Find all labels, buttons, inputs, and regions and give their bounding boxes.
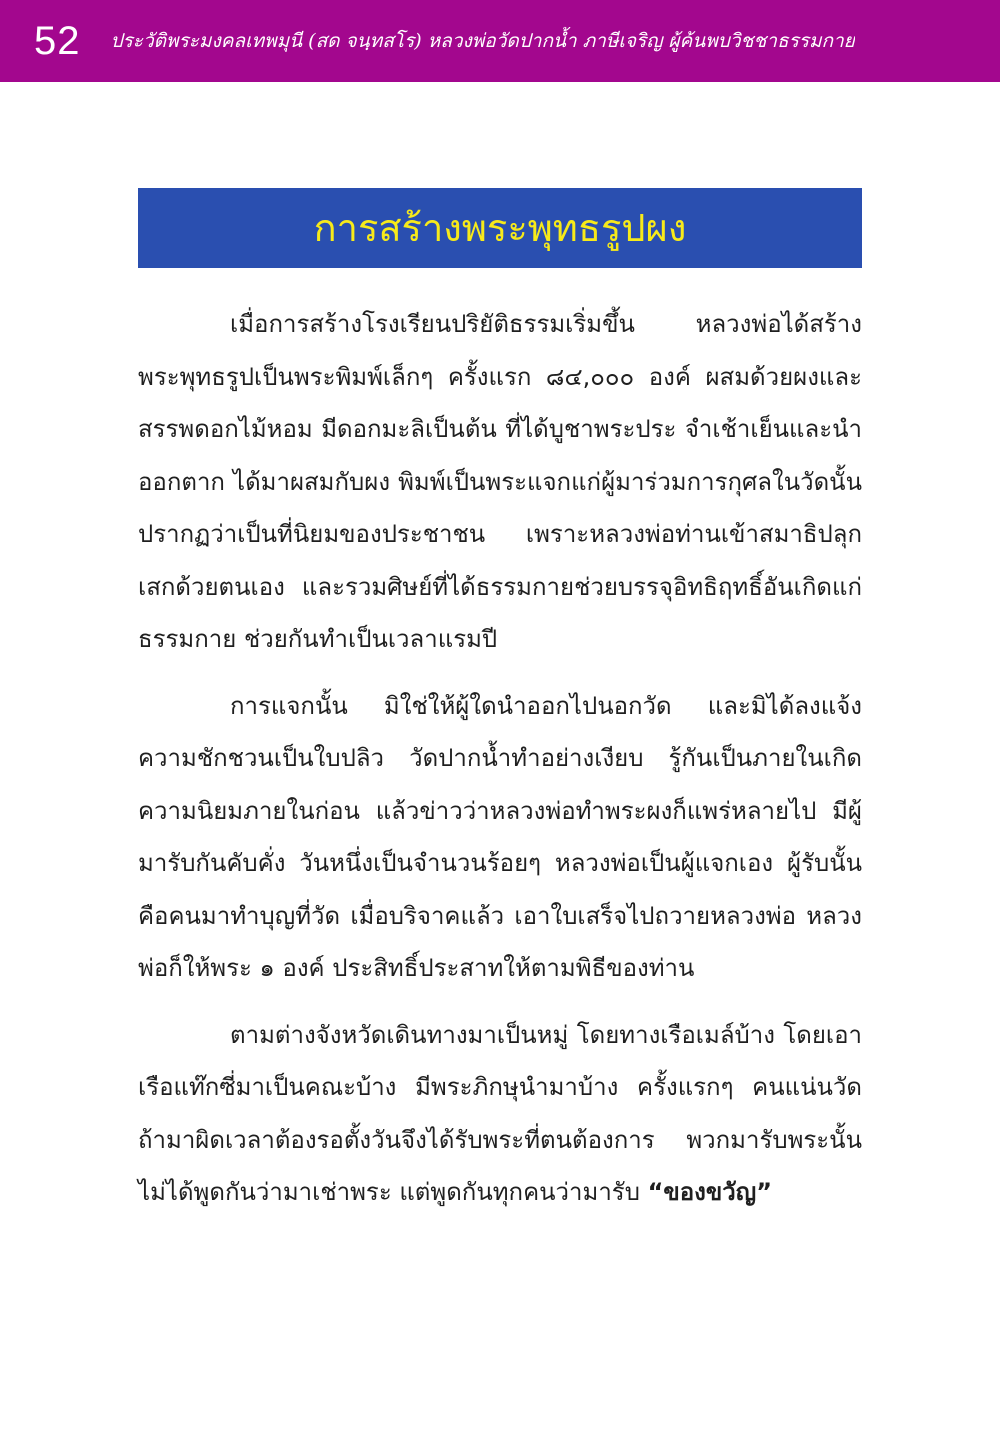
paragraph-2: การแจกนั้น มิใช่ให้ผู้ใดนำออกไปนอกวัด และมิได้ลงแจ้งความชักชวนเป็นใบปลิว วัดปากน้ำทำอย่างเงียบ รู้กันเป็นภายในเกิดความนิยมภายในก่อน แล้วข่าวว่าหลวงพ่อทำพระผงก็แพร่หลายไป มีผู้มารับกันคับคั่ง วันหนึ่งเป็นจำนวนร้อยๆ หลวงพ่อเป็นผู้แจกเอง ผู้รับนั้นคือคนมาทำบุญที่วัด เมื่อบริจาคแล้ว เอาใบเสร็จไปถวายหลวงพ่อ หลวงพ่อก็ให้พระ ๑ องค์ ประสิทธิ์ประสาทให้ตามพิธีของท่าน [138,691,862,982]
paragraph-1: เมื่อการสร้างโรงเรียนปริยัติธรรมเริ่มขึ้น หลวงพ่อได้สร้างพระพุทธรูปเป็นพระพิมพ์เล็กๆ ครั้งแรก ๘๔,๐๐๐ องค์ ผสมด้วยผงและสรรพดอกไม้หอม มีดอกมะลิเป็นต้น ที่ได้บูชาพระประ จำเช้าเย็นและนำออกตาก ได้มาผสมกับผง พิมพ์เป็นพระแจกแก่ผู้มาร่วมการกุศลในวัดนั้น ปรากฏว่าเป็นที่นิยมของประชาชน เพราะหลวงพ่อท่านเข้าสมาธิปลุกเสกด้วยตนเอง และรวมศิษย์ที่ได้ธรรมกายช่วยบรรจุอิทธิฤทธิ์อันเกิดแก่ธรรมกาย ช่วยกันทำเป็นเวลาแรมปี [138,310,862,653]
page-number: 52 [34,19,81,63]
running-title: ประวัติพระมงคลเทพมุนี (สด จนฺทสโร) หลวงพ่อวัดปากน้ำ ภาษีเจริญ ผู้ค้นพบวิชชาธรรมกาย [110,30,855,52]
body-text [138,298,862,1233]
section-title: การสร้างพระพุทธรูปผง [313,206,687,250]
section-title-box [138,188,862,268]
header-band [0,0,1000,82]
paragraph-3 [138,1009,862,1219]
paragraph-3-emphasis: “ของขวัญ” [647,1178,772,1206]
paragraph-3-text: ตามต่างจังหวัดเดินทางมาเป็นหมู่ โดยทางเรือเมล์บ้าง โดยเอาเรือแท๊กซี่มาเป็นคณะบ้าง มีพระภิกษุนำมาบ้าง ครั้งแรกๆ คนแน่นวัด ถ้ามาผิดเวลาต้องรอตั้งวันจึงได้รับพระที่ตนต้องการ พวกมารับพระนั้นไม่ได้พูดกันว่ามาเช่าพระ แต่พูดกันทุกคนว่ามารับ [138,1020,862,1206]
